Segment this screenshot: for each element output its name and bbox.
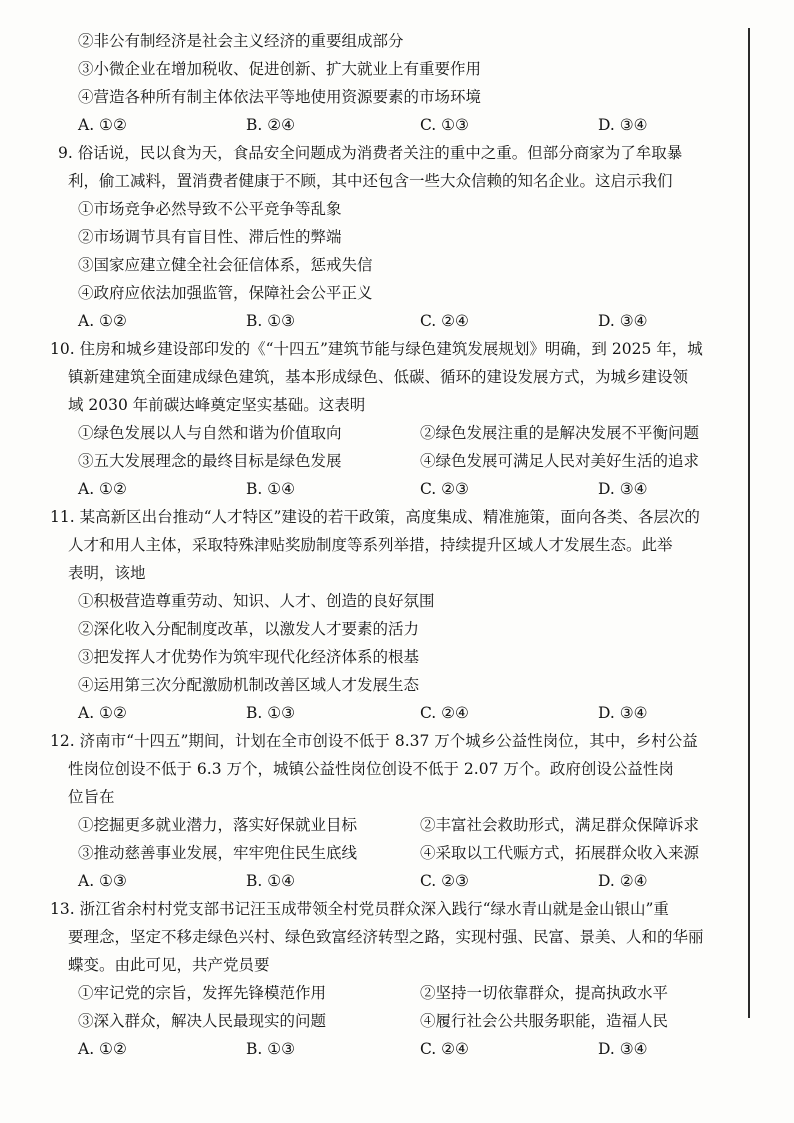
answer-a: A. ①② bbox=[78, 480, 127, 498]
question-stem-line: 蝶变。由此可见，共产党员要 bbox=[68, 956, 270, 974]
option-2: ②坚持一切依靠群众，提高执政水平 bbox=[420, 984, 669, 1002]
answer-c: C. ②③ bbox=[420, 480, 469, 498]
answer-c: C. ②④ bbox=[420, 312, 469, 330]
question-stem-line: 13. 浙江省余村村党支部书记汪玉成带领全村党员群众深入践行“绿水青山就是金山银山”重 bbox=[50, 900, 669, 918]
question-stem-line: 镇新建建筑全面建成绿色建筑，基本形成绿色、低碳、循环的建设发展方式，为城乡建设领 bbox=[68, 368, 689, 386]
answer-d: D. ③④ bbox=[598, 704, 648, 722]
answer-c: C. ①③ bbox=[420, 116, 469, 134]
answer-b: B. ①③ bbox=[246, 704, 296, 722]
question-stem-line: 利，偷工减料，置消费者健康于不顾，其中还包含一些大众信赖的知名企业。这启示我们 bbox=[68, 172, 673, 190]
margin-rule bbox=[748, 28, 750, 1018]
option-2: ②丰富社会救助形式，满足群众保障诉求 bbox=[420, 816, 700, 834]
option-2: ②非公有制经济是社会主义经济的重要组成部分 bbox=[78, 32, 404, 50]
answer-d: D. ③④ bbox=[598, 312, 648, 330]
option-2: ②深化收入分配制度改革，以激发人才要素的活力 bbox=[78, 620, 420, 638]
option-3: ③深入群众，解决人民最现实的问题 bbox=[78, 1012, 327, 1030]
option-3: ③国家应建立健全社会征信体系，惩戒失信 bbox=[78, 256, 373, 274]
option-3: ③推动慈善事业发展，牢牢兜住民生底线 bbox=[78, 844, 358, 862]
question-stem-line: 10. 住房和城乡建设部印发的《“十四五”建筑节能与绿色建筑发展规划》明确，到 2025 年，城 bbox=[50, 340, 703, 358]
option-4: ④运用第三次分配激励机制改善区域人才发展生态 bbox=[78, 676, 420, 694]
option-2: ②市场调节具有盲目性、滞后性的弊端 bbox=[78, 228, 342, 246]
question-stem-line: 人才和用人主体，采取特殊津贴奖励制度等系列举措，持续提升区域人才发展生态。此举 bbox=[68, 536, 673, 554]
answer-a: A. ①③ bbox=[78, 872, 127, 890]
answer-a: A. ①② bbox=[78, 116, 127, 134]
answer-b: B. ①③ bbox=[246, 1040, 296, 1058]
answer-c: C. ②④ bbox=[420, 704, 469, 722]
option-4: ④采取以工代赈方式，拓展群众收入来源 bbox=[420, 844, 700, 862]
answer-d: D. ②④ bbox=[598, 872, 648, 890]
question-stem-line: 要理念，坚定不移走绿色兴村、绿色致富经济转型之路，实现村强、民富、景美、人和的华丽 bbox=[68, 928, 704, 946]
answer-a: A. ①② bbox=[78, 1040, 127, 1058]
answer-c: C. ②④ bbox=[420, 1040, 469, 1058]
question-stem-line: 域 2030 年前碳达峰奠定坚实基础。这表明 bbox=[68, 396, 366, 414]
option-4: ④政府应依法加强监管，保障社会公平正义 bbox=[78, 284, 373, 302]
answer-b: B. ①③ bbox=[246, 312, 296, 330]
question-stem-line: 11. 某高新区出台推动“人才特区”建设的若干政策，高度集成、精准施策，面向各类、各层次的 bbox=[50, 508, 700, 526]
question-stem-line: 性岗位创设不低于 6.3 万个，城镇公益性岗位创设不低于 2.07 万个。政府创设公益性岗 bbox=[68, 760, 674, 778]
answer-d: D. ③④ bbox=[598, 1040, 648, 1058]
answer-b: B. ②④ bbox=[246, 116, 296, 134]
option-1: ①积极营造尊重劳动、知识、人才、创造的良好氛围 bbox=[78, 592, 435, 610]
option-3: ③把发挥人才优势作为筑牢现代化经济体系的根基 bbox=[78, 648, 420, 666]
question-stem-line: 12. 济南市“十四五”期间，计划在全市创设不低于 8.37 万个城乡公益性岗位，其中，乡村公益 bbox=[50, 732, 698, 750]
answer-b: B. ①④ bbox=[246, 872, 296, 890]
answer-a: A. ①② bbox=[78, 704, 127, 722]
option-4: ④履行社会公共服务职能，造福人民 bbox=[420, 1012, 669, 1030]
option-4: ④营造各种所有制主体依法平等地使用资源要素的市场环境 bbox=[78, 88, 482, 106]
question-stem-line: 9. 俗话说，民以食为天，食品安全问题成为消费者关注的重中之重。但部分商家为了牟取暴 bbox=[58, 144, 683, 162]
option-3: ③五大发展理念的最终目标是绿色发展 bbox=[78, 452, 342, 470]
option-3: ③小微企业在增加税收、促进创新、扩大就业上有重要作用 bbox=[78, 60, 482, 78]
answer-b: B. ①④ bbox=[246, 480, 296, 498]
answer-c: C. ②③ bbox=[420, 872, 469, 890]
answer-d: D. ③④ bbox=[598, 480, 648, 498]
option-2: ②绿色发展注重的是解决发展不平衡问题 bbox=[420, 424, 700, 442]
question-stem-line: 位旨在 bbox=[68, 788, 115, 806]
option-1: ①绿色发展以人与自然和谐为价值取向 bbox=[78, 424, 342, 442]
option-1: ①牢记党的宗旨，发挥先锋模范作用 bbox=[78, 984, 327, 1002]
answer-a: A. ①② bbox=[78, 312, 127, 330]
option-1: ①市场竞争必然导致不公平竞争等乱象 bbox=[78, 200, 342, 218]
question-stem-line: 表明，该地 bbox=[68, 564, 146, 582]
answer-d: D. ③④ bbox=[598, 116, 648, 134]
option-4: ④绿色发展可满足人民对美好生活的追求 bbox=[420, 452, 700, 470]
option-1: ①挖掘更多就业潜力，落实好保就业目标 bbox=[78, 816, 358, 834]
